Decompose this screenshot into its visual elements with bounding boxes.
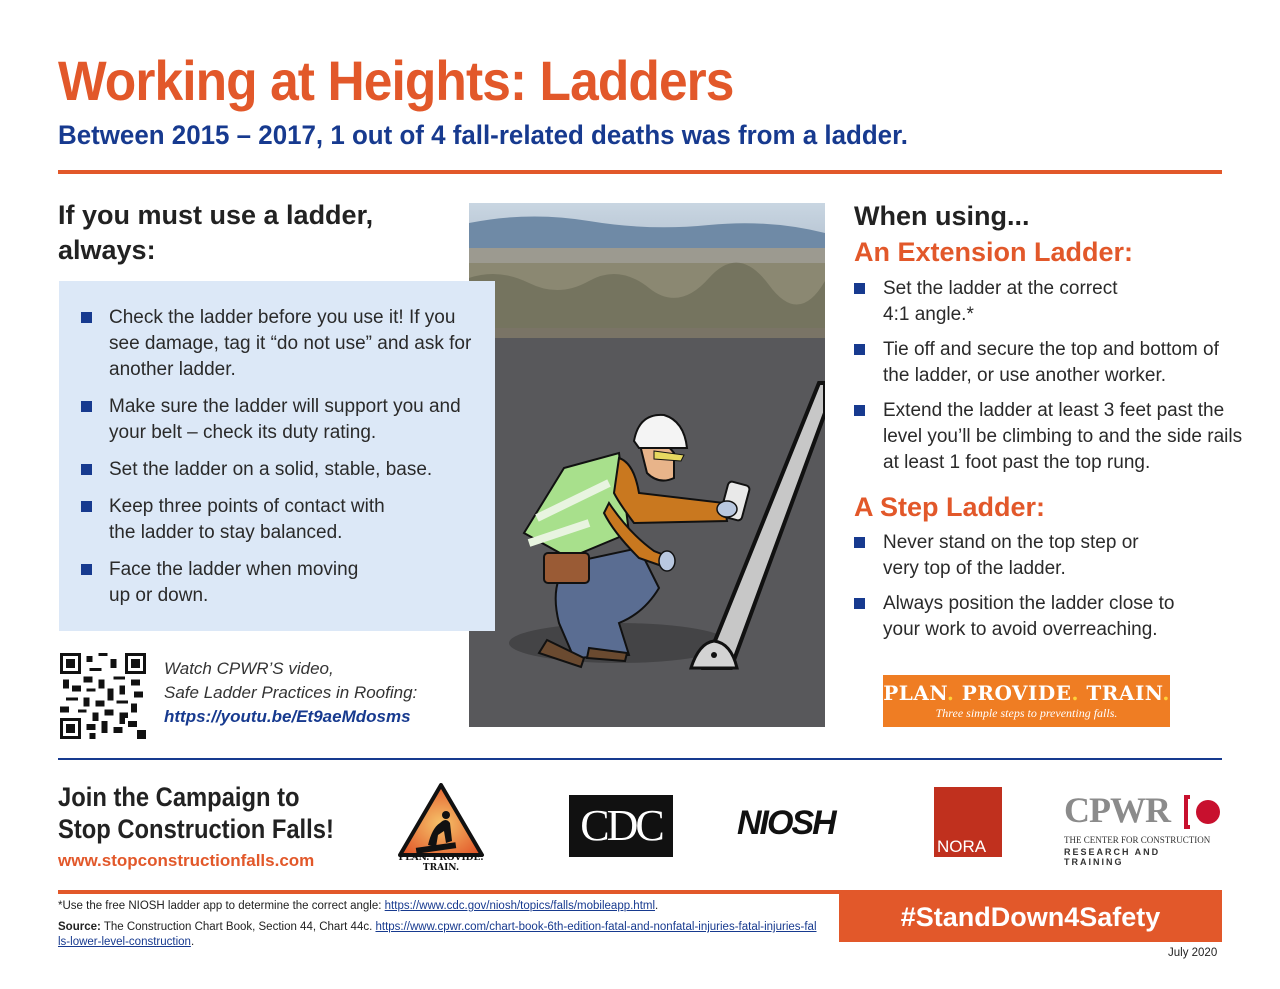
list-item: Set the ladder at the correct 4:1 angle.*: [854, 276, 1143, 328]
list-item: Set the ladder on a solid, stable, base.: [81, 457, 481, 483]
bullet-square-icon: [81, 501, 92, 512]
ppt-logo-caption: PLAN. PROVIDE. TRAIN.: [398, 853, 484, 873]
niosh-app-link[interactable]: https://www.cdc.gov/niosh/topics/falls/mobileapp.html: [384, 900, 656, 912]
ppt-words: PLAN. PROVIDE. TRAIN.: [883, 681, 1170, 705]
list-item: Keep three points of contact with the ladder to stay balanced.: [81, 494, 409, 546]
cpwr-tagline-1: THE CENTER FOR CONSTRUCTION: [1064, 835, 1211, 845]
bullet-square-icon: [854, 537, 865, 548]
list-item: Check the ladder before you use it! If you see damage, tag it “do not use” and ask for another ladder.: [81, 305, 481, 383]
step-ladder-list: [854, 530, 1234, 652]
right-section-heading: [854, 198, 1133, 270]
bullet-square-icon: [81, 564, 92, 575]
publication-date: July 2020: [1168, 947, 1218, 959]
list-item: Never stand on the top step or very top of the ladder.: [854, 530, 1173, 582]
list-item: Always position the ladder close to your work to avoid overreaching.: [854, 591, 1203, 643]
cpwr-logo: [1064, 791, 1222, 867]
campaign-heading: Join the Campaign to Stop Construction Falls!: [58, 782, 334, 844]
hashtag-banner: #StandDown4Safety: [839, 890, 1222, 942]
left-heading-line1: If you must use a ladder,: [58, 200, 374, 230]
qr-code-icon[interactable]: [60, 653, 146, 739]
header-divider: [58, 170, 1222, 174]
cdc-logo: CDC: [569, 795, 673, 857]
left-section-heading: [58, 198, 438, 268]
bullet-square-icon: [854, 598, 865, 609]
always-checklist: [81, 305, 481, 620]
campaign-url-link[interactable]: www.stopconstructionfalls.com: [58, 851, 315, 870]
always-checklist-box: [59, 281, 495, 631]
step-ladder-heading-wrap: [854, 489, 1045, 525]
video-line2: Safe Ladder Practices in Roofing:: [164, 683, 418, 702]
extension-ladder-heading: An Extension Ladder:: [854, 237, 1134, 267]
bullet-square-icon: [854, 283, 865, 294]
video-line1: Watch CPWR’S video,: [164, 659, 334, 678]
video-promo: [164, 657, 417, 729]
cpwr-wordmark: CPWR: [1064, 790, 1170, 830]
bullet-square-icon: [81, 401, 92, 412]
footnote-source: Source: The Construction Chart Book, Section 44, Chart 44c. https://www.cpwr.com/chart-book-6th-edition-fatal-and-nonfatal-injuries-fatal-injuries-falls-lower-level-construction.: [58, 921, 817, 948]
list-item: Face the ladder when moving up or down.: [81, 557, 379, 609]
bullet-square-icon: [854, 405, 865, 416]
plan-provide-train-banner: [883, 675, 1170, 727]
when-using-heading: When using...: [854, 201, 1030, 231]
ppt-warning-logo: [380, 783, 502, 873]
extension-ladder-list: [854, 276, 1243, 485]
list-item: Make sure the ladder will support you and your belt – check its duty rating.: [81, 394, 481, 446]
cpwr-mark-icon: [1182, 795, 1222, 829]
worker-ladder-illustration: [469, 203, 825, 727]
page-subtitle: Between 2015 – 2017, 1 out of 4 fall-related deaths was from a ladder.: [58, 120, 908, 150]
niosh-logo: NIOSH: [737, 804, 835, 842]
footnote-app: *Use the free NIOSH ladder app to determine the correct angle: https://www.cdc.gov/niosh/topics/falls/mobileapp.html.: [58, 900, 659, 912]
cpwr-tagline-2: RESEARCH AND TRAINING: [1064, 847, 1161, 867]
ppt-tagline: Three simple steps to preventing falls.: [935, 706, 1118, 720]
source-link[interactable]: https://www.cpwr.com/chart-book-6th-edition-fatal-and-nonfatal-injuries-fatal-injuries-falls-lower-level-construction: [58, 921, 817, 948]
left-heading-line2: always:: [58, 235, 156, 265]
campaign-divider: [58, 758, 1222, 760]
list-item: Extend the ladder at least 3 feet past the level you’ll be climbing to and the side rails at least 1 foot past the top rung.: [854, 398, 1255, 476]
bullet-square-icon: [81, 312, 92, 323]
bullet-square-icon: [854, 344, 865, 355]
page-title: Working at Heights: Ladders: [58, 49, 734, 112]
bullet-square-icon: [81, 464, 92, 475]
list-item: Tie off and secure the top and bottom of the ladder, or use another worker.: [854, 337, 1238, 389]
nora-logo: NORA: [934, 787, 1002, 857]
video-link[interactable]: https://youtu.be/Et9aeMdosms: [164, 707, 411, 726]
step-ladder-heading: A Step Ladder:: [854, 492, 1046, 522]
